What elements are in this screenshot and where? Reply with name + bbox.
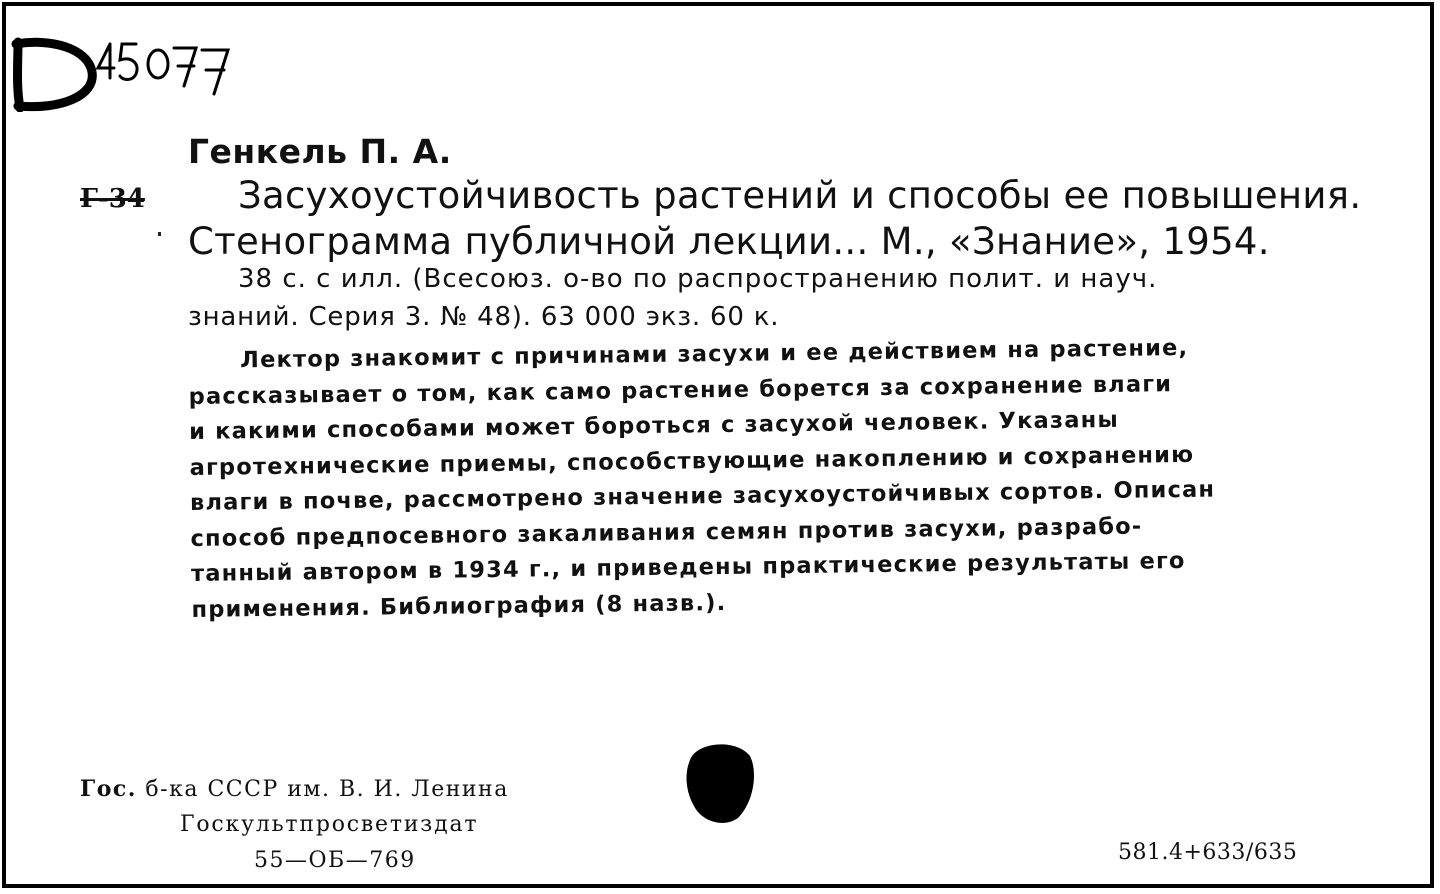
punch-hole-blot: [682, 738, 756, 826]
imprint-prefix: Гос.: [80, 776, 137, 802]
imprint-line-2: Госкультпросветиздат: [180, 812, 479, 837]
annotation-line: и какими способами может бороться с засухой человек. Указаны: [188, 406, 1120, 445]
annotation-line: танный автором в 1934 г., и приведены практические результаты его: [190, 547, 1186, 587]
annotation-line: рассказывает о том, как само растение борется за сохранение влаги: [188, 370, 1173, 410]
shelf-mark: Г-34: [80, 184, 145, 214]
annotation-line: способ предпосевного закаливания семян против засухи, разрабо-: [190, 513, 1143, 552]
catalog-card: [2, 2, 1434, 888]
imprint-line-1: [80, 776, 509, 802]
annotation-line: применения. Библиография (8 назв.).: [191, 589, 727, 623]
annotation-line: Лектор знакомит с причинами засухи и ее действием на растение,: [240, 334, 1189, 374]
author-heading: Генкель П. А.: [188, 132, 452, 171]
annotation-line: агротехнические приемы, способствующие накоплению и сохранению: [189, 441, 1195, 481]
classification-number: 581.4+633/635: [1118, 840, 1298, 865]
title-line-1: Засухоустойчивость растений и способы ее повышения.: [238, 174, 1362, 217]
handwritten-call-number: [10, 34, 240, 112]
imprint-line-3: 55—ОБ—769: [254, 848, 416, 873]
collation-line-1: 38 с. с илл. (Всесоюз. о-во по распространению полит. и науч.: [238, 264, 1158, 294]
annotation-paragraph: [188, 329, 1362, 628]
annotation-line: влаги в почве, рассмотрено значение засухоустойчивых сортов. Описан: [189, 476, 1216, 516]
library-name: б-ка СССР им. В. И. Ленина: [145, 777, 509, 802]
ink-speck: [158, 232, 161, 236]
collation-line-2: знаний. Серия 3. № 48). 63 000 экз. 60 к.: [188, 302, 780, 332]
title-line-2: Стенограмма публичной лекции... М., «Знание», 1954.: [188, 220, 1270, 263]
